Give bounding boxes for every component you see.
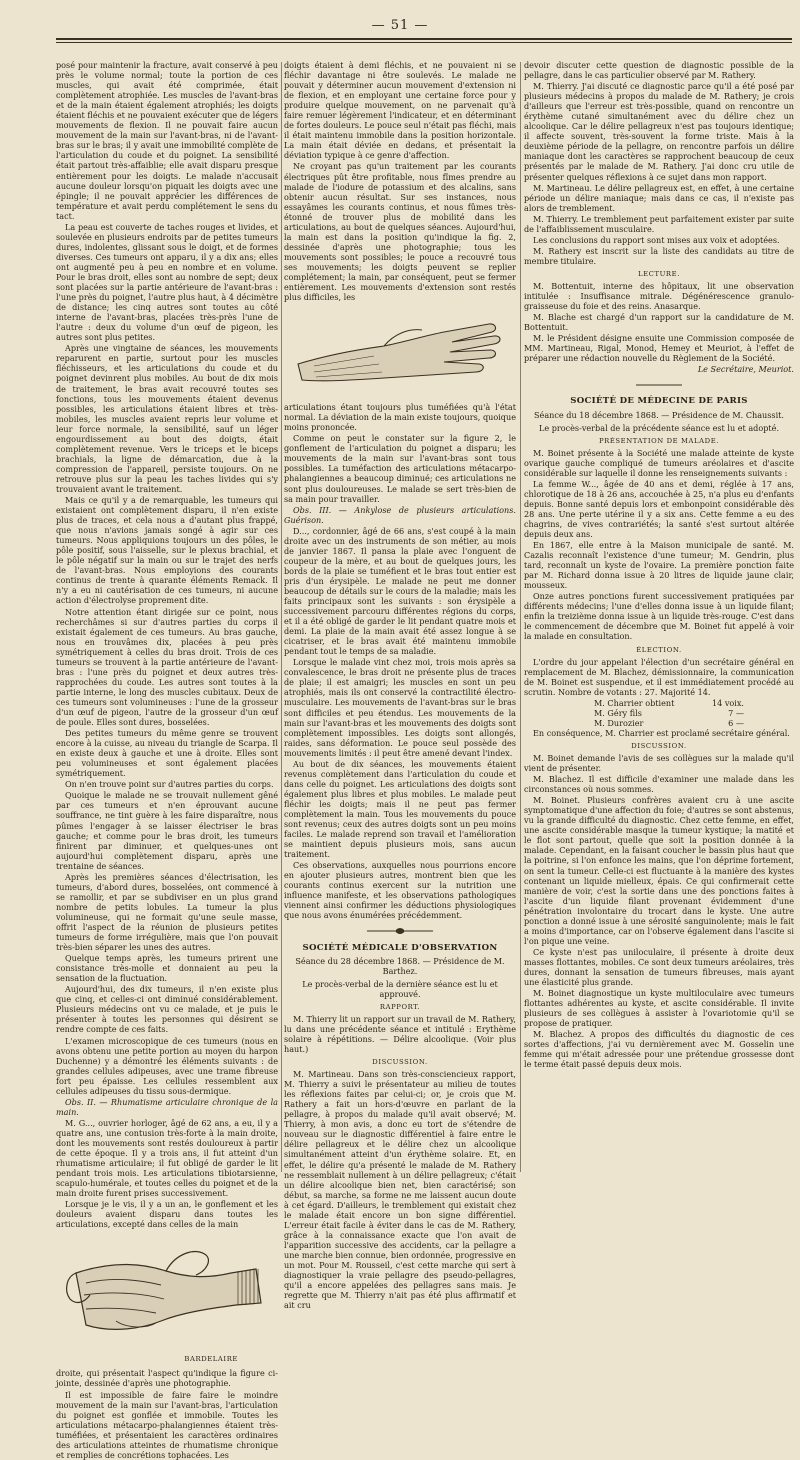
paragraph: Mais ce qu'il y a de remarquable, les tumeurs qui existaient ont complètement disparu, il n'en existe plus de traces, et cela nous a d'autant plus frappé, que nous n'avions jamais songé à agir sur ces tumeurs. Nous appliquions toujours un des pôles, le pôle positif, sous l'aisselle, sur le plexus brachial, et le pôle négatif sur la main ou sur le trajet des nerfs de l'avant-bras. Nous employions des courants continus de trente à quarante éléments Remack. Il n'y a eu ni cautérisation de ces tumeurs, ni aucune action d'électrolyse proprement dite. [56,495,278,606]
subheading-discussion: DISCUSSION. [372,1058,428,1067]
subheading-discussion: DISCUSSION. [631,741,687,750]
session-line: Séance du 28 décembre 1868. — Présidence de M. Barthez. [295,955,505,976]
column-3 [524,60,794,1182]
paragraph: M. Boinet. Plusieurs confrères avaient cru à une ascite symptomatique d'une affection du foie; d'autres se sont abstenus, vu la grande difficulté du diagnostic. Chez cette femme, en effet, une ascite considérable masque la tumeur kystique; la matité et le flot sont partout, quelle que soit la position donnée à la malade. Cependant, en la faisant coucher le bassin plus haut que la poitrine, si l'on enfonce les mains, que l'on déprime fortement, on sent la tumeur. Celle-ci est fluctuante à la manière des kystes contenant un liquide mielleux, épais. Ce qui confirmerait cette manière de voir, c'est la sortie dans une des ponctions faites à l'ascite d'un liquide filant provenant évidemment d'une pénétration involontaire du trocart dans le kyste. Une autre ponction a donné issue à une sérosité sanguinolente; mais le fait a moins d'importance, car on l'observe également dans l'ascite si l'on pique une veine. [524,795,794,946]
header-rule-thick [56,38,792,40]
figure-caption: BARDELAIRE [184,1355,238,1364]
paragraph: Quelque temps après, les tumeurs prirent une consistance très-molle et donnaient au peu la sensation de la fluctuation. [56,953,278,984]
paragraph: Ce kyste n'est pas uniloculaire, il présente à droite deux masses flottantes, mobiles. Ce sont deux tumeurs aréolaires, très dures, donnant la sensation de tumeurs fibreuses, mais ayant une élasticité plus grande. [524,946,794,988]
observation-heading: Obs. II. — Rhumatisme articulaire chronique de la main. [56,1096,278,1117]
paragraph: Comme on peut le constater sur la figure 2, le gonflement de l'articulation du poignet a disparu; les mouvements de la main sur l'avant-bras sont tous possibles. La tuméfaction des articulations métacarpo-phalangiennes a beaucoup diminué; ces articulations ne sont plus douloureuses. Le malade se sert très-bien de sa main pour travailler. [284,433,516,504]
paragraph: Au bout de dix séances, les mouvements étaient revenus complètement dans l'articulation du coude et dans celle du poignet. Les articulations des doigts sont également plus libres et plus mobiles. Le malade peut fléchir les doigts; mais il ne peut pas fermer complètement la main. Tous les mouvements du pouce sont revenus; ceux des autres doigts sont un peu moins faciles. Le malade reprend son travail et l'amélioration se maintient depuis plusieurs mois, sans aucun traitement. [284,758,516,860]
paragraph: M. Blachez. A propos des difficultés du diagnostic de ces sortes d'affections, j'ai vu dernièrement avec M. Gosselin une femme qui m'était adressée pour une prétendue grossesse dont le terme était passé depuis deux mois. [524,1029,794,1070]
section-title: SOCIÉTÉ DE MÉDECINE DE PARIS [570,396,748,407]
paragraph: En 1867, elle entre à la Maison municipale de santé. M. Cazalis reconnaît l'existence d'une tumeur; M. Gendrin, plus tard, reconnaît un kyste de l'ovaire. La première ponction faite par M. Richard donna issue à 20 litres de liquide jaune clair, mousseux. [524,540,794,591]
paragraph: M. Bottentuit, interne des hôpitaux, lit une observation intitulée : Insuffisance mitrale. Dégénérescence granulo-graisseuse du foie et des reins. Anasarque. [524,280,794,312]
subheading-lecture: LECTURE. [638,269,680,278]
paragraph: M. G..., ouvrier horloger, âgé de 62 ans, a eu, il y a quatre ans, une contusion très-forte à la main droite, dont les mouvements sont restés douloureux à partir de cette époque. Il y a trois ans, il fut atteint d'un rhumatisme articulaire; il fut obligé de garder le lit pendant trois mois. Les articulations tibiotarsienne, scapulo-humérale, et toutes celles du poignet et de la main droite furent prises successivement. [56,1117,278,1199]
page-number: — 51 — [371,18,429,33]
paragraph: M. Boinet présente à la Société une malade atteinte de kyste ovarique gauche compliqué de tumeurs aréolaires et d'ascite considérable sur laquelle il donne les renseignements suivants : [524,447,794,478]
observation-heading: Obs. III. — Ankylose de plusieurs articulations. Guérison. [284,504,516,525]
paragraph: Des petites tumeurs du même genre se trouvent encore à la cuisse, au niveau du triangle de Scarpa. Il en existe deux à gauche et une à droite. Elles sont peu volumineuses et sont également placées symétriquement. [56,728,278,779]
column-2 [284,60,516,1311]
paragraph: M. le Président désigne ensuite une Commission composée de MM. Martineau, Rigal, Monod, Hemey et Meuriot, à l'effet de préparer une rédaction nouvelle du Règlement de la Société. [524,333,794,364]
vote-name: M. Durozier [594,717,644,728]
minutes-line: Le procès-verbal de la précédente séance est lu et adopté. [538,422,780,433]
paragraph: Ces observations, auxquelles nous pourrions encore en ajouter plusieurs autres, montrent bien que les courants continus exercent sur la nutrition une influence manifeste, et les observations pathologiques viennent ainsi confirmer les déductions physiologiques que nous avons énumérées précédemment. [284,860,516,921]
paragraph: M. Blachez. Il est difficile d'examiner une malade dans les circonstances où nous sommes. [524,774,794,795]
paragraph: L'ordre du jour appelant l'élection d'un secrétaire général en remplacement de M. Blachez, démissionnaire, la communication de M. Boinet est suspendue, et il est immédiatement procédé au scrutin. Nombre de votants : 27. Majorité 14. [524,656,794,697]
column-1 [56,60,278,1460]
paragraph: doigts étaient à demi fléchis, et ne pouvaient ni se fléchir davantage ni être soulevés. Le malade ne pouvait y déterminer aucun mouvement d'extension ni de flexion, et en employant une certaine force pour y produire quelque mouvement, on ne parvenait qu'à faire remuer légèrement l'indicateur, et en déterminant de fortes douleurs. Le pouce seul n'était pas fléchi, mais il était maintenu immobile dans la position horizontale. La main était déviée en dedans, et présentait la déviation typique à ce genre d'affection. [284,60,516,161]
paragraph: Après une vingtaine de séances, les mouvements reparurent en partie, surtout pour les muscles fléchisseurs, et les articulations du coude et du poignet devinrent plus mobiles. Au bout de dix mois de traitement, le bras avait recouvré toutes ses fonctions, tous les mouvements étaient devenus possibles, les articulations étaient libres et très-mobiles, les muscles avaient repris leur volume et leur force normale, la sensibilité, sauf un léger engourdissement au bout des doigts, était complètement revenue. Vers le triceps et le biceps brachials, la ligne de démarcation, due à la compression de l'appareil, persiste toujours. On ne retrouve plus sur la peau les taches livides qui s'y trouvaient avant le traitement. [56,343,278,494]
paragraph: Aujourd'hui, des dix tumeurs, il n'en existe plus que cinq, et celles-ci ont diminué considérablement. Plusieurs médecins ont vu ce malade, et je puis le présenter à toutes les personnes qui désirent se rendre compte de ces faits. [56,984,278,1035]
subheading-election: ÉLECTION. [636,645,682,654]
paragraph: Lorsque le malade vint chez moi, trois mois après sa convalescence, le bras droit ne présente plus de traces de plaie; il est amaigri; les muscles en sont un peu atrophiés, mais ils ont conservé la contractilité électro-musculaire. Les mouvements de l'avant-bras sur le bras sont difficiles et peu étendus. Les mouvements de la main sur l'avant-bras et les mouvements des doigts sont complètement impossibles. Les doigts sont allongés, raides, sans déformation. Le pouce seul possède des mouvements limités : il peut être amené devant l'index. [284,657,516,758]
paragraph: Les conclusions du rapport sont mises aux voix et adoptées. [533,234,780,245]
paragraph: Lorsque je le vis, il y a un an, le gonflement et les douleurs avaient disparu dans toutes les articulations, excepté dans celles de la main [56,1199,278,1230]
paragraph: La peau est couverte de taches rouges et livides, et soulevée en plusieurs endroits par de petites tumeurs dures, indolentes, glissant sous le doigt, et de formes diverses. Ces tumeurs ont apparu, il y a dix ans; elles ont augmenté peu à peu en nombre et en volume. Pour le bras droit, elles sont au nombre de sept; deux sont placées sur la partie antérieure de l'avant-bras : l'une près du poignet, l'autre plus haut, à 4 décimètre de distance; les cinq autres sont toutes au côté interne de l'avant-bras, placées très-près l'une de l'autre : deux du volume d'un œuf de pigeon, les autres sont plus petites. [56,221,278,343]
minutes-line: Le procès-verbal de la dernière séance est lu et approuvé. [302,978,498,999]
paragraph: M. Rathery est inscrit sur la liste des candidats au titre de membre titulaire. [524,245,794,266]
paragraph: L'examen microscopique de ces tumeurs (nous en avons obtenu une petite portion au moyen du harpon Duchenne) y a démontré les éléments suivants : de grandes cellules adipeuses, avec une trame fibreuse fort peu épaisse. Les cellules ressemblent aux cellules adipeuses du tissu sous-dermique. [56,1035,278,1096]
session-line: Séance du 18 décembre 1868. — Présidence de M. Chaussit. [534,409,784,420]
vote-result-row [524,718,794,728]
header-rule-thin [56,42,792,43]
figure-2-hand-illustration [284,306,516,398]
subheading-rapport: RAPPORT. [379,1002,421,1011]
paragraph: On n'en trouve point sur d'autres parties du corps. [65,779,274,790]
vote-result-row [524,708,794,718]
paragraph: M. Martineau. Dans son très-consciencieux rapport, M. Thierry a suivi le présentateur au milieu de toutes les réflexions faites par celui-ci; or, je crois que M. Rathery a fait un hors-d'œuvre en parlant de la pellagre, à propos du malade qu'il avait observé; M. Thierry, à mon avis, a donc eu tort de s'étendre de nouveau sur le diagnostic différentiel à faire entre le délire pellagreux et le délire chez un alcoolique simultanément atteint d'un érythème solaire. Et, en effet, le délire qu'a présenté le malade de M. Rathery ne ressemblait nullement à un délire pellagreux; c'était un délire alcoolique bien net, bien caractérisé; son début, sa marche, sa forme ne me laissent aucun doute à cet égard. D'ailleurs, le tremblement qui existait chez le malade était encore un bon signe différentiel. L'erreur était facile à éviter dans le cas de M. Rathery, grâce à la connaissance exacte que l'on avait de l'apparition successive des accidents, car la pellagre a une marche bien connue, bien ordonnée, progressive en un mot. Pour M. Rousseil, c'est cette marche qui sert à diagnostiquer la vraie pellagre des pseudo-pellagres, qu'il a encore appelées des pellagres sans mais. Je regrette que M. Thierry n'ait pas été plus affirmatif et ait cru [284,1069,516,1311]
paragraph: M. Blache est chargé d'un rapport sur la candidature de M. Bottentuit. [524,312,794,333]
figure-1-hand-illustration [56,1233,278,1364]
paragraph: Il est impossible de faire faire le moindre mouvement de la main sur l'avant-bras, l'articulation du poignet est gonflée et immobile. Toutes les articulations métacarpo-phalangiennes étaient très-tuméfiées, et présentaient les caractères ordinaires des articulations atteintes de rhumatisme chronique et remplies de concrétions tophacées. Les [56,1389,278,1460]
paragraph: Notre attention étant dirigée sur ce point, nous recherchâmes si sur d'autres parties du corps il existait également de ces tumeurs. Au bras gauche, nous en trouvâmes dix, placées à peu près symétriquement à celles du bras droit. Trois de ces tumeurs se trouvent à la partie antérieure de l'avant-bras : l'une près du poignet et deux autres très-rapprochées du coude. Les autres sont toutes à la partie interne, le long des muscles cubitaux. Deux de ces tumeurs sont volumineuses : l'une de la grosseur d'un œuf de pigeon, l'autre de la grosseur d'un œuf de poule. Elles sont dures, bosselées. [56,606,278,728]
vote-name: M. Charrier obtient [594,697,675,708]
paragraph: Quoique le malade ne se trouvait nullement gêné par ces tumeurs et n'en éprouvant aucune souffrance, ne tint guère à les faire disparaître, nous pûmes l'engager à se laisser électriser le bras gauche; et comme pour le bras droit, les tumeurs finirent par diminuer, et quelques-unes ont aujourd'hui complètement disparu, après une trentaine de séances. [56,790,278,871]
paragraph: En conséquence, M. Charrier est proclamé secrétaire général. [533,727,790,738]
subheading-presentation: PRÉSENTATION DE MALADE. [598,436,720,445]
paragraph: D..., cordonnier, âgé de 66 ans, s'est coupé à la main droite avec un des instruments de son métier, au mois de janvier 1867. Il pansa la plaie avec l'onguent de coupeur de la mère, et au bout de quelques jours, les bords de la plaie se tuméfient et le bras tout entier est pris d'un érysipèle. Le malade ne peut me donner beaucoup de détails sur le cours de la maladie; mais les faits principaux sont les suivants : son érysipèle a successivement parcouru différentes régions du corps, et il a été obligé de garder le lit pendant quatre mois et demi. La plaie de la main avait été assez longue à se cicatriser, et le bras avait été maintenu immobile pendant tout le temps de sa maladie. [284,525,516,657]
page-header [0,14,800,48]
paragraph: Ne croyant pas qu'un traitement par les courants électriques pût être profitable, nous fîmes prendre au malade de l'iodure de potassium et des alcalins, sans obtenir aucun résultat. Sur ses instances, nous essayâmes les courants continus, et nous fûmes très-étonné de trouver plus de mobilité dans les articulations, au bout de quelques séances. Aujourd'hui, la main est dans la position qu'indique la fig. 2, dessinée d'après une photographie; tous les mouvements sont possibles; le pouce a recouvré tous ses mouvements; les doigts peuvent se replier complétement; la main, par conséquent, peut se fermer entièrement. Les mouvements d'extension sont restés plus difficiles, les [284,161,516,303]
paragraph: M. Thierry. J'ai discuté ce diagnostic parce qu'il a été posé par plusieurs médecins à propos du malade de M. Rathery; je crois d'ailleurs que l'erreur est très-possible, quand on rencontre un érythème cutané simultanément avec du délire chez un alcoolique. Car le délire pellagreux n'est pas toujours identique; il affecte souvent, très-souvent la forme triste. Mais à la deuxième période de la pellagre, on rencontre parfois un délire maniaque dont les caractères se rapprochent beaucoup de ceux présentés par le malade de M. Rathery. J'ai donc cru utile de présenter quelques réflexions à ce sujet dans mon rapport. [524,81,794,182]
vote-result-row [524,698,794,708]
paragraph: Après les premières séances d'électrisation, les tumeurs, d'abord dures, bosselées, ont commencé à se ramollir, et par se subdiviser en un plus grand nombre de petits lobules. La tumeur la plus volumineuse, qui ne formait qu'une seule masse, offrit l'aspect de la réunion de plusieurs petites tumeurs de forme irrégulière, mais que l'on pouvait très-bien séparer les unes des autres. [56,871,278,953]
paragraph: droite, qui présentait l'aspect qu'indique la figure ci-jointe, dessinée d'après une photographie. [56,1368,278,1389]
ornament-divider [524,380,794,390]
paragraph: M. Martineau. Le délire pellagreux est, en effet, à une certaine période un délire maniaque; mais dans ce cas, il n'existe pas alors de tremblement. [524,182,794,213]
secretary-signature: Le Secrétaire, Meuriot. [697,364,794,375]
section-title: SOCIÉTÉ MÉDICALE D'OBSERVATION [302,942,498,953]
paragraph: M. Boinet diagnostique un kyste multiloculaire avec tumeurs flottantes adhérentes au kyste, et ascite considérable. Il invite plusieurs de ses collègues à assister à l'ovariotomie qu'il se propose de pratiquer. [524,988,794,1029]
column-divider [520,62,521,1172]
paragraph: M. Boinet demande l'avis de ses collègues sur la malade qu'il vient de présenter. [524,753,794,774]
paragraph: articulations étant toujours plus tuméfiées qu'à l'état normal. La déviation de la main existe toujours, quoique moins prononcée. [284,402,516,433]
paragraph: devoir discuter cette question de diagnostic possible de la pellagre, dans le cas particulier observé par M. Rathery. [524,60,794,81]
vote-name: M. Géry fils [594,707,642,718]
ornament-divider [284,927,516,937]
paragraph: Onze autres ponctions furent successivement pratiquées par différents médecins; l'une d'elles donna issue à un liquide filant; enfin la treizième donna issue à un liquide très-rouge. C'est dans le commencement de décembre que M. Boinet fut appelé à voir la malade en consultation. [524,591,794,642]
column-divider [281,62,282,1172]
paragraph: La femme W..., âgée de 40 ans et demi, réglée à 17 ans, chlorotique de 18 à 26 ans, accouchée à 25, n'a plus eu d'enfants depuis. Bonne santé depuis lors et embonpoint considérable dès 28 ans. Une perte utérine il y a six ans. Cette femme a eu des chagrins, de vives contrariétés; la santé s'est surtout altérée depuis deux ans. [524,478,794,540]
paragraph: M. Thierry lit un rapport sur un travail de M. Rathery, lu dans une précédente séance et intitulé : Erythème solaire à répétitions. — Délire alcoolique. (Voir plus haut.) [284,1013,516,1054]
vote-count: 6 — [728,717,744,728]
vote-count: 14 voix. [711,697,744,708]
paragraph: M. Thierry. Le tremblement peut parfaitement exister par suite de l'affaiblissement musculaire. [524,213,794,234]
vote-count: 7 — [728,707,744,718]
paragraph: posé pour maintenir la fracture, avait conservé à peu près le volume normal; toute la portion de ces muscles, qui avait été comprimée, était complètement atrophiée. Les muscles de l'avant-bras et de la main étaient également atrophiés; les doigts étaient fléchis et ne pouvaient exécuter que de légers mouvements de flexion. Il ne pouvait faire aucun mouvement de la main sur l'avant-bras, ni de l'avant-bras sur le bras; il y avait une immobilité complète de l'articulation du coude et du poignet. La sensibilité était partout très-affaiblie; elle avait disparu presque entièrement pour les doigts. Le malade n'accusait aucune douleur lorsqu'on piquait les doigts avec une épingle; il ne pouvait apprécier les différences de température et avait perdu complétement le sens du tact. [56,60,278,221]
